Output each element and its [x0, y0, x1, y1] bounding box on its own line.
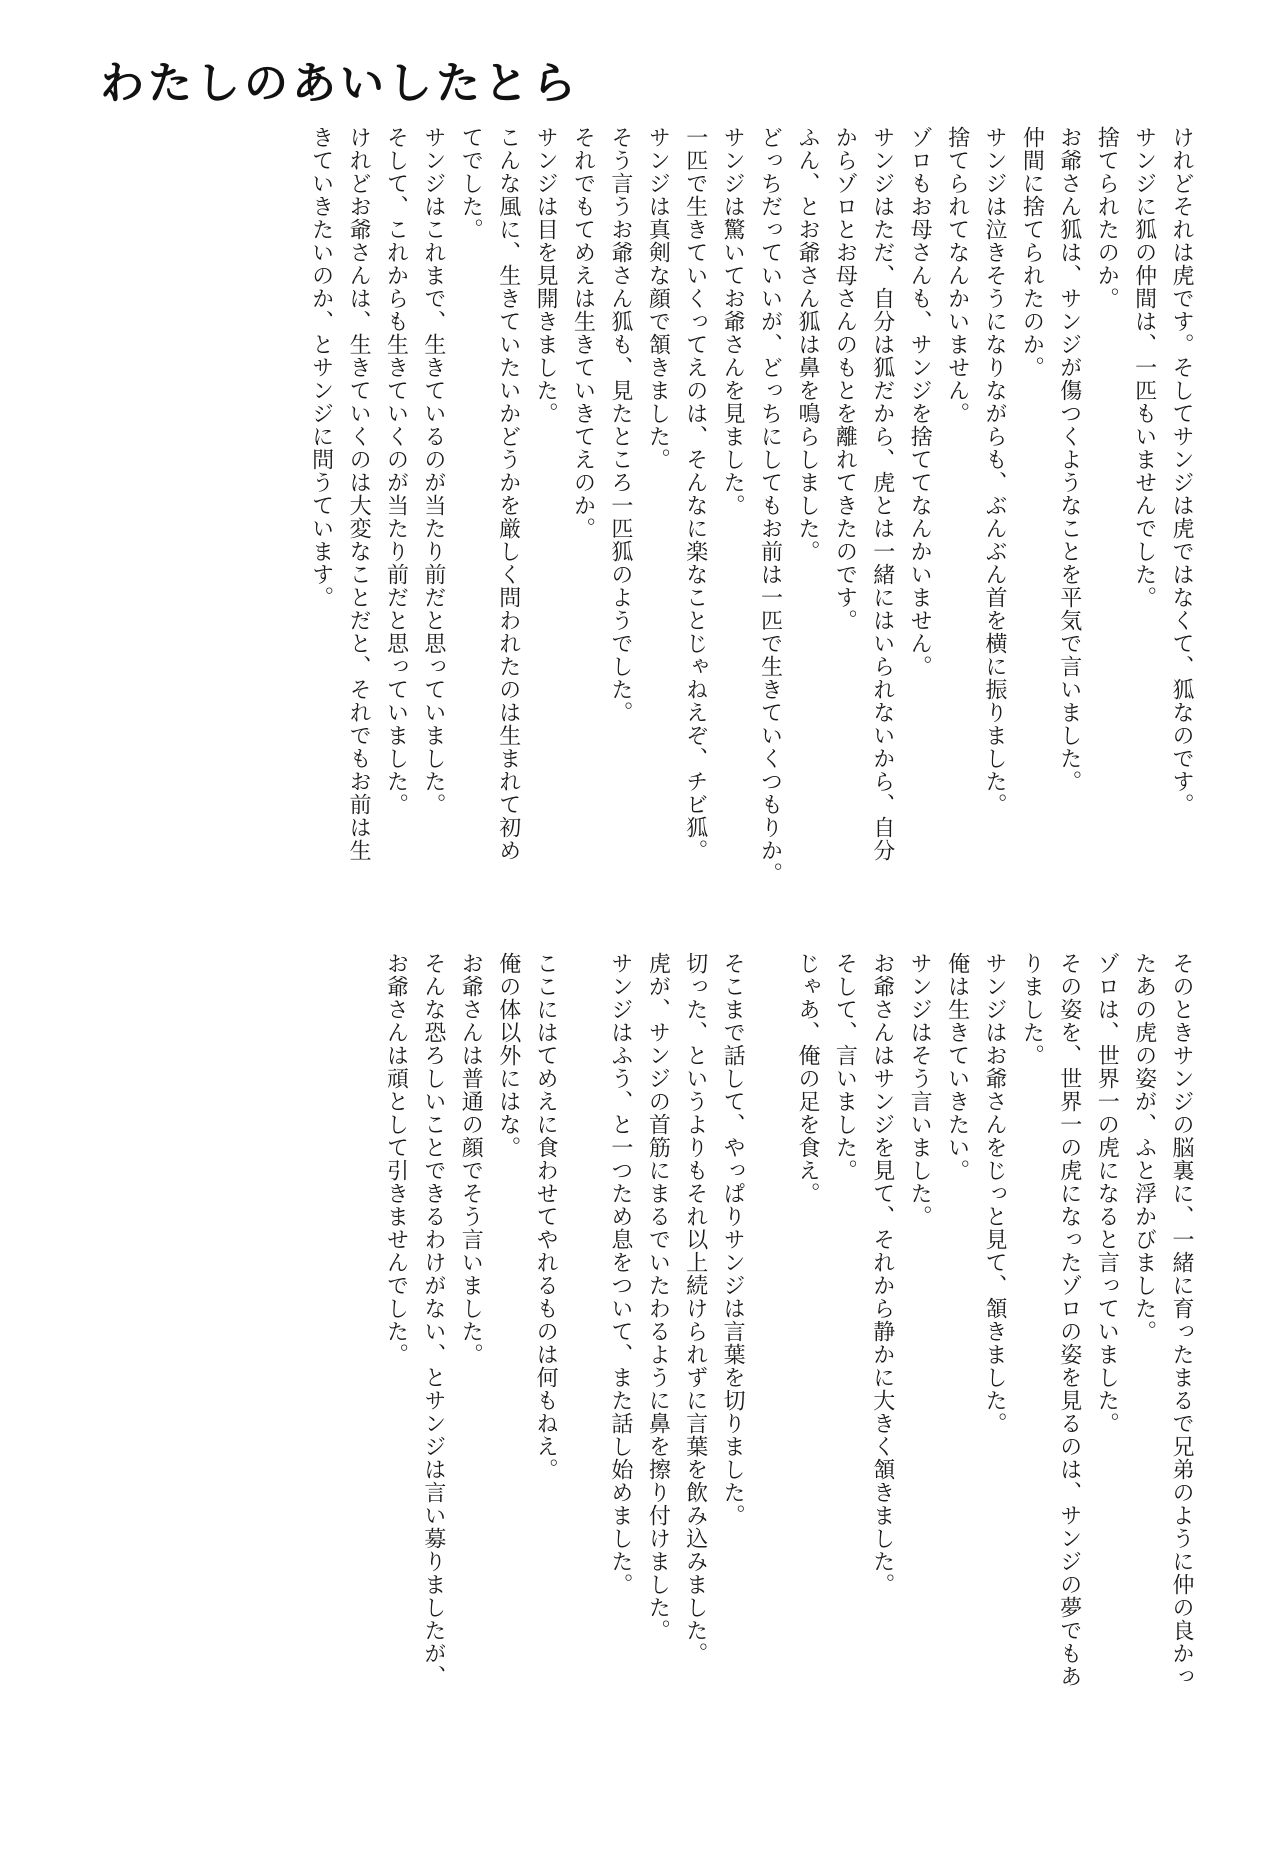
- text-block-upper: [200, 126, 1200, 916]
- text-line: お爺さんはサンジを見て、それから静かに大きく頷きました。: [869, 952, 895, 1596]
- text-line: サンジはただ、自分は狐だから、虎とは一緒にはいられないから、自分: [869, 126, 895, 862]
- text-line: ここにはてめえに食わせてやれるものは何もねえ。: [533, 952, 559, 1481]
- text-line: 仲間に捨てられたのか。: [1019, 126, 1045, 379]
- text-line: お爺さんは普通の顔でそう言いました。: [458, 952, 484, 1366]
- text-line: そのときサンジの脳裏に、一緒に育ったまるで兄弟のように仲の良かっ: [1169, 952, 1194, 1688]
- text-line: サンジはこれまで、生きているのが当たり前だと思っていました。: [420, 126, 446, 816]
- text-line: サンジはふう、と一つため息をついて、また話し始めました。: [607, 952, 633, 1596]
- text-line: お爺さんは頑として引きませんでした。: [383, 952, 409, 1366]
- text-line: 俺は生きていきたい。: [944, 952, 970, 1182]
- text-line: ゾロは、世界一の虎になると言っていました。: [1094, 952, 1120, 1435]
- text-line: 捨てられてなんかいません。: [944, 126, 970, 425]
- text-line: [751, 952, 788, 1732]
- text-line: そんな恐ろしいことできるわけがない、とサンジは言い募りましたが、: [420, 952, 446, 1688]
- text-line: サンジは目を見開きました。: [533, 126, 559, 425]
- text-line: どっちだっていいが、どっちにしてもお前は一匹で生きていくつもりか。: [757, 126, 783, 885]
- text-line: 捨てられたのか。: [1094, 126, 1120, 310]
- text-line: からゾロとお母さんのもとを離れてきたのです。: [832, 126, 858, 632]
- text-line: 俺の体以外にはな。: [495, 952, 521, 1159]
- text-line: こんな風に、生きていたいかどうかを厳しく問われたのは生まれて初め: [495, 126, 521, 862]
- text-block-lower: [200, 952, 1200, 1732]
- text-line: それでもてめえは生きていきてえのか。: [570, 126, 596, 540]
- text-line: 切った、というよりもそれ以上続けられずに言葉を飲み込みました。: [682, 952, 708, 1665]
- text-line: じゃあ、俺の足を食え。: [794, 952, 820, 1205]
- text-line: サンジに狐の仲間は、一匹もいませんでした。: [1131, 126, 1157, 609]
- text-line: そう言うお爺さん狐も、見たところ一匹狐のようでした。: [607, 126, 633, 724]
- text-line: けれどお爺さんは、生きていくのは大変なことだと、それでもお前は生: [346, 126, 372, 862]
- text-line: きていきたいのか、とサンジに問うています。: [308, 126, 334, 609]
- text-line: 一匹で生きていくってえのは、そんなに楽なことじゃねえぞ、チビ狐。: [682, 126, 708, 862]
- text-line: サンジはお爺さんをじっと見て、頷きました。: [981, 952, 1007, 1435]
- text-line: ゾロもお母さんも、サンジを捨ててなんかいません。: [907, 126, 933, 678]
- text-line: サンジは泣きそうになりながらも、ぶんぶん首を横に振りました。: [981, 126, 1007, 816]
- text-line: けれどそれは虎です。そしてサンジは虎ではなくて、狐なのです。: [1169, 126, 1194, 816]
- page-title: わたしのあいしたとら: [100, 58, 580, 109]
- text-line: たあの虎の姿が、ふと浮かびました。: [1131, 952, 1157, 1343]
- text-line: サンジは驚いてお爺さんを見ました。: [720, 126, 746, 517]
- text-line: そして、言いました。: [832, 952, 858, 1182]
- text-line: てでした。: [458, 126, 484, 241]
- text-line: そして、これからも生きていくのが当たり前だと思っていました。: [383, 126, 409, 816]
- text-line: サンジはそう言いました。: [907, 952, 933, 1228]
- text-line: ふん、とお爺さん狐は鼻を鳴らしました。: [794, 126, 820, 563]
- text-line: りました。: [1019, 952, 1045, 1067]
- text-line: 虎が、サンジの首筋にまるでいたわるように鼻を擦り付けました。: [645, 952, 671, 1642]
- text-line: その姿を、世界一の虎になったゾロの姿を見るのは、サンジの夢でもあ: [1056, 952, 1082, 1688]
- text-line: お爺さん狐は、サンジが傷つくようなことを平気で言いました。: [1056, 126, 1082, 793]
- text-line: [564, 952, 601, 1732]
- text-line: サンジは真剣な顔で頷きました。: [645, 126, 671, 471]
- text-line: そこまで話して、やっぱりサンジは言葉を切りました。: [720, 952, 746, 1527]
